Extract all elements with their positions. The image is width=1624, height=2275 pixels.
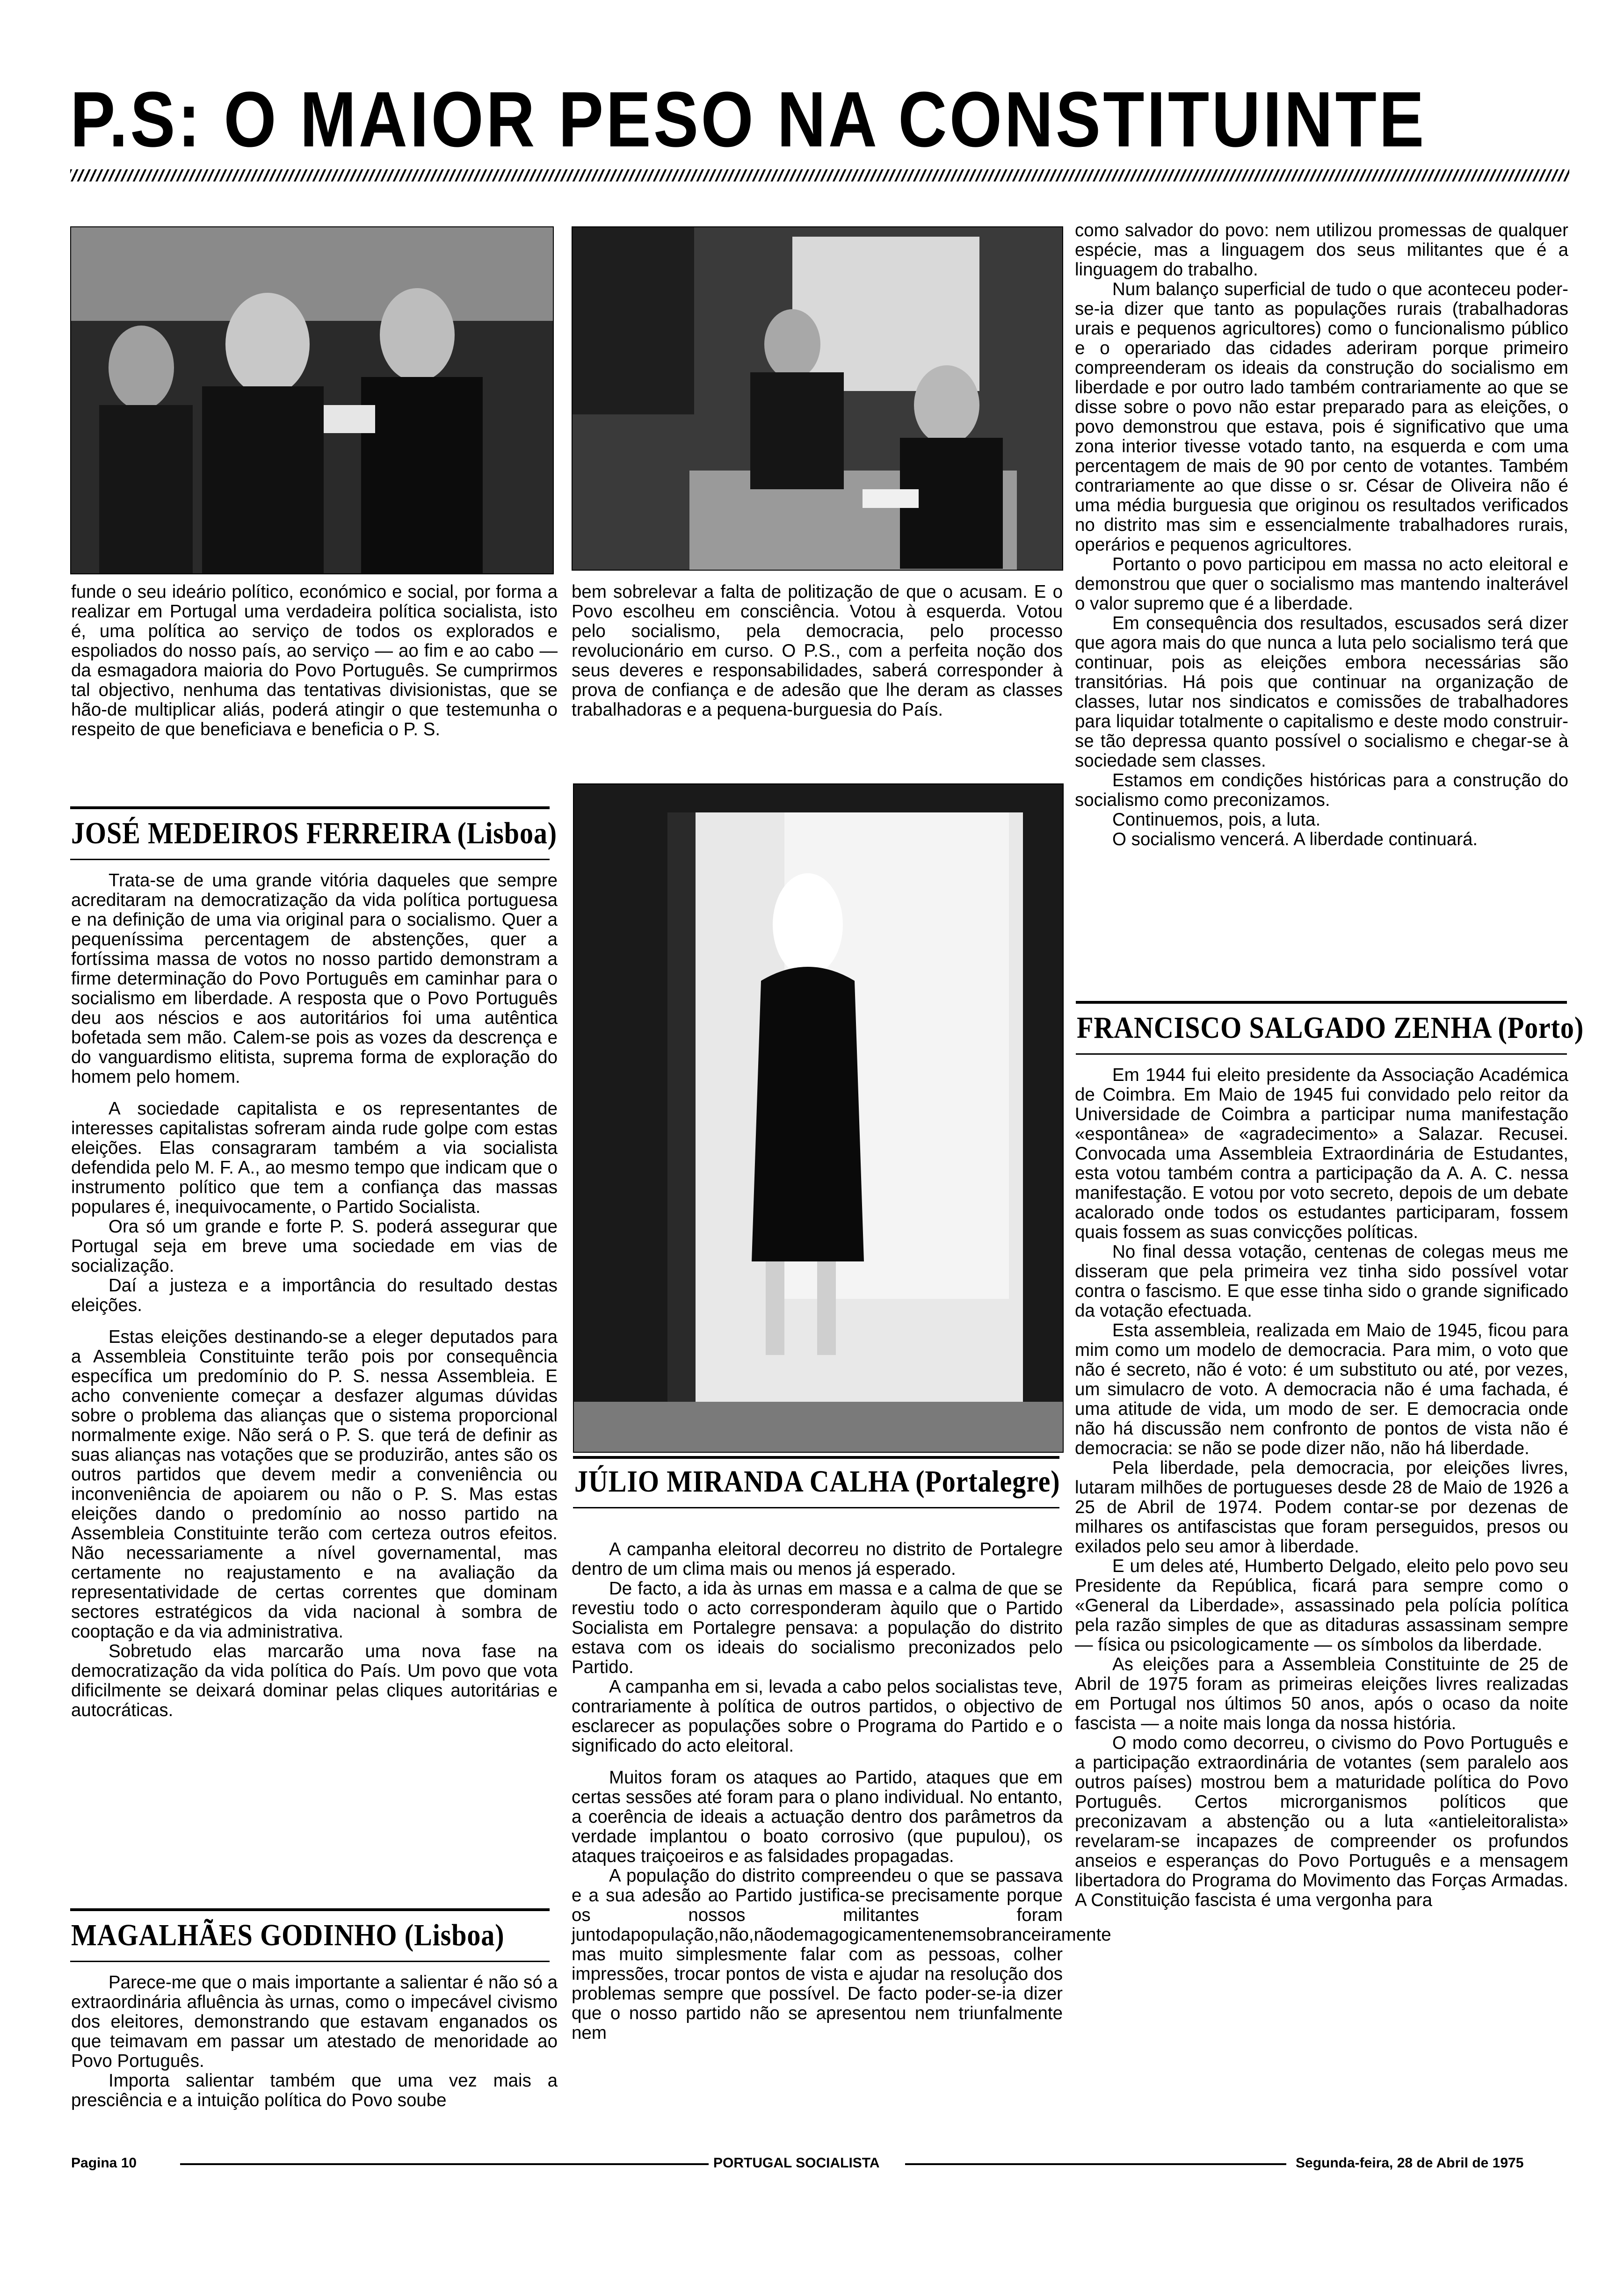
article-paragraph: Sobretudo elas marcarão uma nova fase na democratização da vida política do País. Um povo que vota dificilmente se deixará dominar pelas cliques autoritárias e autocráticas. [71, 1641, 558, 1720]
article-paragraph: De facto, a ida às urnas em massa e a calma de que se revestiu todo o acto corresponderam àquilo que o Partido Socialista em Portalegre pensava: a população do distrito estava com os ideais do socialismo preconizados pelo Partido. [572, 1579, 1063, 1677]
byline-rule-top [573, 1456, 1059, 1459]
article-paragraph: A campanha em si, levada a cabo pelos socialistas teve, contrariamente à política de outros partidos, o objectivo de esclarecer as populações sobre o Programa do Partido e o significado do acto eleitoral. [572, 1677, 1063, 1756]
article-paragraph: A sociedade capitalista e os representantes de interesses capitalistas sofreram ainda rude golpe com estas eleições. Elas consagraram também a via socialista defendida pelo M. F. A., ao mesmo tempo que indicam que o instrumento político que tem a confiança das massas populares é, inequivocamente, o Partido Socialista. [71, 1099, 558, 1217]
article-paragraph: E um deles até, Humberto Delgado, eleito pelo povo seu Presidente da República, ficará para sempre como o «General da Liberdade», assassinado pela polícia política pela razão simples de que as ditaduras assassinam sempre — física ou psicologicamente — os símbolos da liberdade. [1075, 1556, 1568, 1655]
article-paragraph: Trata-se de uma grande vitória daqueles que sempre acreditaram na democratização da vida política portuguesa e na definição de uma via original para o socialismo. Quer a pequeníssima percentagem de abstenções, quer a fortíssima massa de votos no nosso partido demonstram a firme determinação do Povo Português em caminhar para o socialismo em liberdade. A resposta que o Povo Português deu aos néscios e aos autoritários foi uma autêntica bofetada sem mão. Calem-se pois as vozes da descrença e do vanguardismo elitista, suprema forma de exploração do homem pelo homem. [71, 870, 558, 1087]
col1-intro-text: funde o seu ideário político, económico e social, por forma a realizar em Portugal uma verdadeira política socialista, isto é, uma política ao serviço de todos os explorados e espoliados do nosso país, ao serviço — ao fim e ao cabo — da esmagadora maioria do Povo Português. Se cumprirmos tal objectivo, nenhuma das tentativas divisionistas, que se hão-de multiplicar aliás, poderá atingir o que testemunha o respeito de que beneficiava e beneficia o P. S. [71, 582, 558, 739]
publication-date: Segunda-feira, 28 de Abril de 1975 [1296, 2155, 1524, 2171]
byline-medeiros-ferreira: JOSÉ MEDEIROS FERREIRA (Lisboa) [71, 816, 558, 850]
headline-hatch-rule [70, 169, 1569, 181]
photo-party-members [70, 226, 554, 574]
column-1-article-2 [71, 1973, 558, 2110]
article-paragraph: Importa salientar também que uma vez mais a presciência e a intuição política do Povo soube [71, 2071, 558, 2110]
article-paragraph: Muitos foram os ataques ao Partido, ataques que em certas sessões até foram para o plano individual. No entanto, a coerência de ideais a actuação dentro dos parâmetros da verdade implantou o boato corrosivo (que pupulou), os ataques traiçoeiros e as falsidades propagadas. [572, 1768, 1063, 1866]
article-paragraph: Estamos em condições históricas para a construção do socialismo como preconizamos. [1075, 770, 1568, 810]
article-paragraph: Continuemos, pois, a luta. [1112, 810, 1321, 830]
byline-rule-bottom [70, 1961, 550, 1962]
article-paragraph: Daí a justeza e a importância do resultado destas eleições. [71, 1275, 558, 1315]
article-paragraph: Ora só um grande e forte P. S. poderá assegurar que Portugal seja em breve uma sociedade em vias de socialização. [71, 1217, 558, 1276]
col2-intro-text: bem sobrelevar a falta de politização de que o acusam. E o Povo escolheu em consciência. Votou à esquerda. Votou pelo socialismo, pela democracia, pelo processo revolucionário em curso. O P.S., com a perfeita noção dos seus deveres e responsabilidades, saberá corresponder à prova de confiança e de adesão que lhe deram as classes trabalhadoras e a pequena-burguesia do País. [572, 582, 1063, 720]
column-2-intro [572, 582, 1063, 720]
footer-rule-right [905, 2163, 1286, 2165]
article-paragraph: O socialismo vencerá. A liberdade continuará. [1112, 829, 1478, 849]
article-paragraph: Em 1944 fui eleito presidente da Associação Académica de Coimbra. Em Maio de 1945 fui convidado pelo reitor da Universidade de Coimbra a participar numa manifestação «espontânea» de «agradecimento» a Salazar. Recusei. Convocada uma Assembleia Extraordinária de Estudantes, esta votou também contra a participação da A. A. C. nessa manifestação. E votou por voto secreto, depois de um debate acalorado onde todos os estudantes participaram, fossem quais fossem as suas convicções políticas. [1075, 1065, 1568, 1242]
photo-voting-table [572, 226, 1063, 571]
column-2-article [572, 1539, 1111, 2043]
article-paragraph: Num balanço superficial de tudo o que aconteceu poder-se-ia dizer que tanto as populações rurais (trabalhadoras urais e pequenos agricultores) como o funcionalismo público e o operariado das cidades aderiram porque primeiro compreenderam os ideais da construção do socialismo em liberdade e por outro lado também contrariamente ao que se disse sobre o povo não estar preparado para as eleições, o povo demonstrou que estava, pois é significativo que uma zona interior tivesse votado tanto, na esquerda e com uma percentagem de mais de 90 por cento de votantes. Também contrariamente ao que disse o sr. César de Oliveira não é uma média burguesia que originou os resultados verificados no distrito mas sim e essencialmente trabalhadores rurais, operários e pequenos agricultores. [1075, 279, 1568, 555]
byline-salgado-zenha: FRANCISCO SALGADO ZENHA (Porto) [1077, 1011, 1584, 1045]
byline-rule-bottom [70, 859, 550, 860]
byline-magalhaes-godinho: MAGALHÃES GODINHO (Lisboa) [71, 1918, 505, 1952]
photo-voting-booth [573, 783, 1064, 1453]
byline-rule-top [1076, 1001, 1567, 1004]
byline-rule-bottom [573, 1507, 1059, 1508]
article-paragraph: A campanha eleitoral decorreu no distrito de Portalegre dentro de um clima mais ou menos já esperado. [572, 1539, 1063, 1579]
article-paragraph: Esta assembleia, realizada em Maio de 1945, ficou para mim como um modelo de democracia. Para mim, o voto que não é secreto, não é voto: é um substituto ou até, por vezes, um simulacro de voto. A democracia não é uma fachada, é uma atitude de vida, um modo de ser. E democracia onde não há discussão nem confronto de pontos de vista não é democracia: se não se pode dizer não, não há liberdade. [1075, 1320, 1568, 1458]
column-1-article-1 [71, 871, 558, 1720]
article-paragraph: Em consequência dos resultados, escusados será dizer que agora mais do que nunca a luta pelo socialismo terá que continuar, pois as eleições embora necessárias são transitórias. Há pois que continuar na organização de classes, lutar nos sindicatos e comissões de trabalhadores para liquidar totalmente o capitalismo e deste modo construir-se tão depressa quanto possível o socialismo e chegar-se à sociedade sem classes. [1075, 613, 1568, 771]
article-paragraph: O modo como decorreu, o civismo do Povo Português e a participação extraordinária de votantes (sem paralelo aos outros países) mostrou bem a maturidade política do Povo Português. Certos microrganismos políticos que preconizavam a abstenção ou a luta «antieleitoralista» revelaram-se incapazes de compreender os profundos anseios e esperanças do Povo Português e a mensagem libertadora do Programa do Movimento das Forças Armadas. A Constituição fascista é uma vergonha para [1075, 1733, 1568, 1910]
article-paragraph: Portanto o povo participou em massa no acto eleitoral e demonstrou que quer o socialismo mas mantendo inalterável o valor supremo que é a liberdade. [1075, 554, 1568, 614]
article-paragraph: A população do distrito compreendeu o que se passava e a sua adesão ao Partido justifica-se precisamente porque os nossos militantes foram juntodapopulação,não,nãodemagogicamentenemsobranceiramente mas muito simplesmente falar com as pessoas, colher impressões, trocar pontos de vista e ajudar na resolução dos problemas sempre que possível. De facto poder-se-ia dizer que o nosso partido não se apresentou nem triunfalmente nem [572, 1866, 1111, 2043]
article-paragraph: Pela liberdade, pela democracia, por eleições livres, lutaram milhões de portugueses desde 28 de Maio de 1926 a 25 de Abril de 1974. Podem contar-se por dezenas de milhares os antifascistas que foram perseguidos, presos ou exilados pelo seu amor à liberdade. [1075, 1458, 1568, 1557]
publication-name: PORTUGAL SOCIALISTA [713, 2155, 880, 2171]
column-3-article-2 [1075, 1065, 1568, 1910]
col3-intro-text: como salvador do povo: nem utilizou promessas de qualquer espécie, mas a linguagem dos seus militantes que é a linguagem do trabalho. [1075, 220, 1568, 280]
byline-rule-top [70, 1908, 550, 1911]
page-title: P.S: O MAIOR PESO NA CONSTITUINTE [70, 75, 1427, 163]
byline-rule-bottom [1076, 1053, 1567, 1055]
byline-rule-top [70, 806, 550, 809]
article-paragraph: No final dessa votação, centenas de colegas meus me disseram que pela primeira vez tinha sido possível votar contra o fascismo. E que esse tinha sido o grande significado da votação efectuada. [1075, 1242, 1568, 1321]
article-paragraph: Parece-me que o mais importante a salientar é não só a extraordinária afluência às urnas, como o impecável civismo dos eleitores, demonstrando que estavam enganados os que teimavam em passar um atestado de menoridade ao Povo Português. [71, 1972, 558, 2071]
column-3-article-1 [1075, 221, 1568, 849]
column-1-intro [71, 582, 558, 739]
page-number: Pagina 10 [71, 2155, 137, 2171]
article-paragraph: Estas eleições destinando-se a eleger deputados para a Assembleia Constituinte terão pois por consequência específica um predomínio do P. S. nessa Assembleia. E acho conveniente começar a desfazer algumas dúvidas sobre o problema das alianças que o sistema proporcional normalmente exige. Não será o P. S. que terá de definir as suas alianças nas votações que se produzirão, antes são os outros partidos que devem medir a conveniência ou inconveniência de apoiarem ou não o P. S. Mas estas eleições dando o predomínio ao nosso partido na Assembleia Constituinte terão com certeza outros efeitos. Não necessariamente a nível governamental, mas certamente no reajustamento e na avaliação da representatividade de certas correntes que dominam sectores estratégicos da vida nacional à sombra de cooptação e da via administrativa. [71, 1327, 558, 1642]
byline-miranda-calha: JÚLIO MIRANDA CALHA (Portalegre) [574, 1464, 1060, 1499]
article-paragraph: As eleições para a Assembleia Constituinte de 25 de Abril de 1975 foram as primeiras eleições livres realizadas em Portugal nos últimos 50 anos, após o ocaso da noite fascista — a noite mais longa da nossa história. [1075, 1654, 1568, 1733]
footer-rule-left [180, 2163, 709, 2165]
